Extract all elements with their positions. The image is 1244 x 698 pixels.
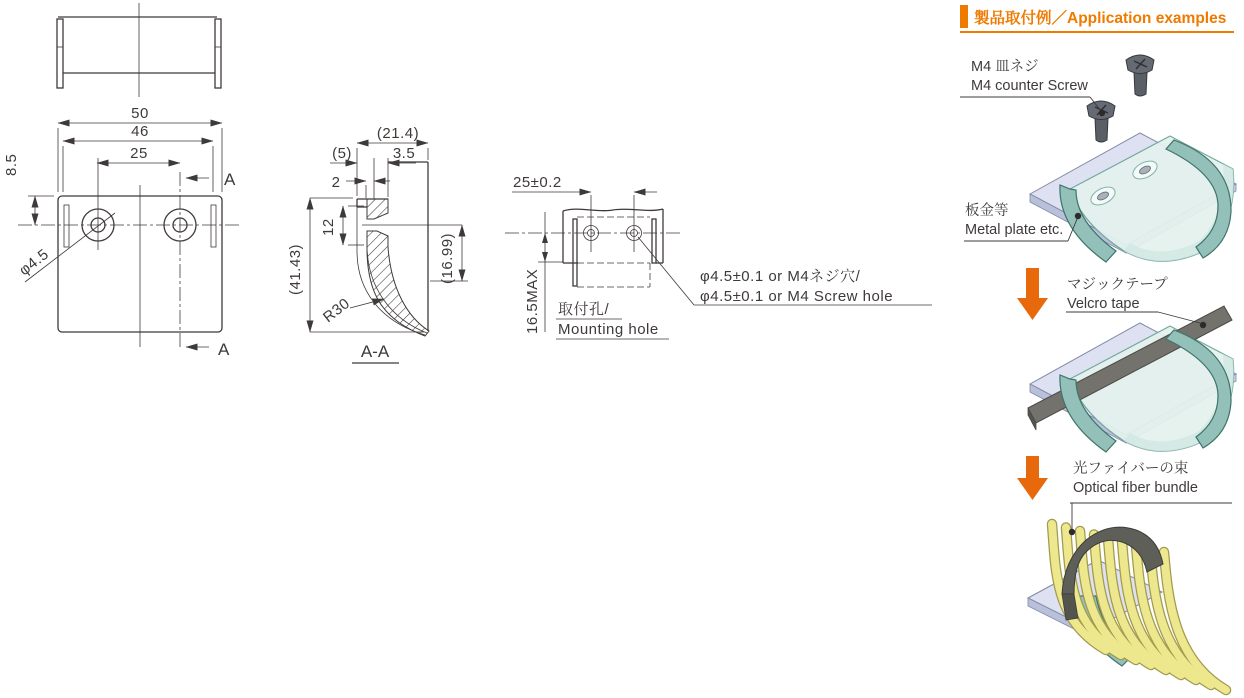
application-step-2 [1028,306,1236,452]
label-screw-jp: M4 皿ネジ [971,59,1039,75]
dim-21-4: (21.4) [376,125,420,142]
section-mark-top: A [224,170,236,189]
leader-dot [1069,529,1075,535]
screw-icon [1087,101,1115,142]
dim-46: 46 [131,123,149,140]
front-view [3,105,240,359]
label-plate [965,202,1063,240]
dim-25-tol: 25±0.2 [513,174,562,191]
leader-dot [1075,213,1081,219]
label-velcro-jp: マジックテープ [1067,277,1168,293]
label-plate-jp: 板金等 [965,203,1009,219]
label-velcro-en: Velcro tape [1067,296,1140,312]
label-fiber [1073,460,1198,498]
hole-note-jp: φ4.5±0.1 or M4ネジ穴/ [700,268,861,285]
application-illustrations [960,0,1244,698]
down-arrow-icon [1017,268,1048,320]
dim-5: (5) [332,145,352,162]
dim-25: 25 [130,145,148,162]
mounting-hole-view [505,174,932,339]
dim-8-5: 8.5 [3,153,20,176]
top-view [57,3,221,97]
label-velcro [1067,276,1168,314]
hole-note-en: φ4.5±0.1 or M4 Screw hole [700,288,894,305]
section-title: A-A [360,342,390,361]
dim-3-5: 3.5 [392,145,416,162]
leader-dot [1200,322,1206,328]
dim-50: 50 [131,105,149,122]
application-header [960,5,1234,33]
label-screw [971,58,1088,96]
leader-dot [1099,110,1105,116]
section-view-aa [287,125,468,363]
screw-icon [1126,55,1154,96]
dim-2: 2 [331,174,341,191]
dim-r30: R30 [319,294,354,327]
leader-hole-note [638,237,694,305]
dim-16-99: (16.99) [439,232,456,284]
label-fiber-en: Optical fiber bundle [1073,480,1198,496]
header-accent-bar [960,5,968,28]
label-fiber-jp: 光ファイバーの束 [1073,461,1189,477]
section-mark-bottom: A [218,340,230,359]
dim-16-5max: 16.5MAX [524,268,541,334]
down-arrow-icon [1017,456,1048,500]
mounting-hole-label-en: Mounting hole [558,321,659,338]
label-plate-en: Metal plate etc. [965,222,1064,238]
application-step-3 [1028,503,1232,690]
dim-hole-dia: φ4.5 [15,245,53,280]
label-screw-en: M4 counter Screw [971,78,1088,94]
dim-12: 12 [320,218,337,236]
mounting-hole-label-jp: 取付孔/ [558,301,610,318]
application-header-title: 製品取付例／Application examples [974,9,1227,27]
dim-41-43: (41.43) [287,243,304,295]
